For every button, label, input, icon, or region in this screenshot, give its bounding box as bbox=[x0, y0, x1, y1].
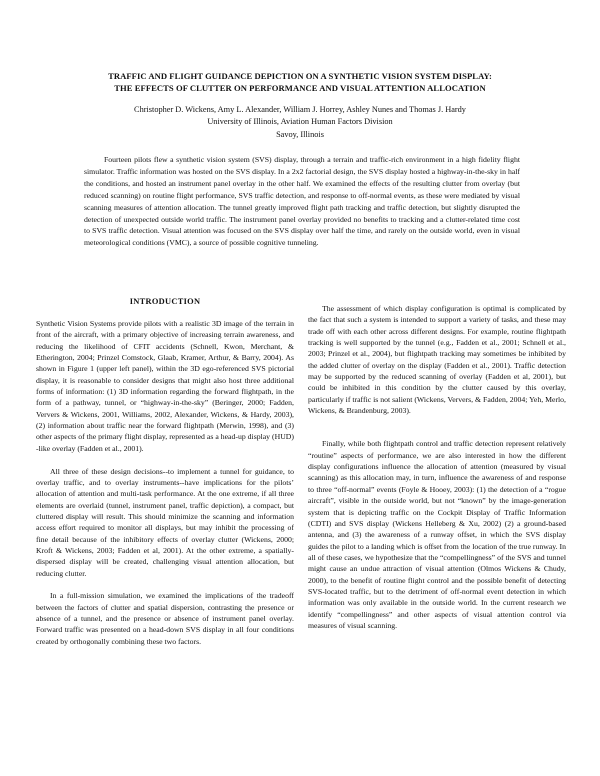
author-location: Savoy, Illinois bbox=[276, 129, 324, 139]
paragraph: Finally, while both flightpath control and traffic detection represent relatively “routine” aspects of performance, we are also interested in how the different display configurations influence the allocation of attention (measured by visual scanning) as this allocation may, in turn, influence the awareness of and response to three “off-normal” events (Foyle & Hooey, 2003): (1) the detection of a “rogue aircraft”, visible in the outside world, but not “known” by the image-generation system that is depicting traffic on the Cockpit Display of Traffic Information (CDTI) and SVS display (Wickens Helleberg & Xu, 2002) (2) a ground-based antenna, and (3) the awareness of a runway offset, in which the SVS display guides the pilot to a landing which is offset from the location of the true runway. In all of these cases, we hypothesize that the “compellingness” of the SVS and tunnel might cause an undue attraction of visual attention (Olmos Wickens & Chudy, 2000), to the benefit of routine flight control and the possible benefit of detecting SVS-located traffic, but to the detriment of off-normal event detection in which information was only available in the outside world. In the current research we identify “compellingness” and other aspects of visual attention control via measures of visual scanning. bbox=[308, 439, 566, 630]
author-affiliation: University of Illinois, Aviation Human Factors Division bbox=[207, 117, 393, 127]
author-block bbox=[60, 104, 540, 141]
paragraph: Synthetic Vision Systems provide pilots with a realistic 3D image of the terrain in front of the aircraft, with a primary objective of increasing terrain awareness, and reducing the likelihood of CFIT accidents (Schnell, Kwon, Merchant, & Etherington, 2004; Prinzel Comstock, Glaab, Kramer, Arthur, & Barry, 2004). As shown in Figure 1 (upper left panel), within the 3D ego-referenced SVS pictorial display, it is reasonable to consider designs that might also host three additional forms of information: (1) 3D information regarding the forward flightpath, in the form of a pathway, tunnel, or “highway-in-the-sky” (Beringer, 2000; Fadden, Ververs & Wickens, 2001, Williams, 2002, Alexander, Wickens, & Hardy, 2003), (2) information about traffic near the forward flightpath (Merwin, 1998), and (3) other aspects of the primary flight display, represented as a head-up display (HUD) -like overlay (Fadden et al., 2001). bbox=[36, 319, 294, 453]
abstract: Fourteen pilots flew a synthetic vision system (SVS) display, through a terrain and traffic-rich environment in a high fidelity flight simulator. Traffic information was hosted on the SVS display. In a 2x2 factorial design, the SVS display hosted a highway-in-the-sky in half the conditions, and hosted an instrument panel overlay in the other half. We examined the effects of the resulting clutter from overlay (but reduced scanning) on routine flight performance, SVS traffic detection, and response to off-normal events, as these were mediated by visual scanning measures of attention allocation. The tunnel greatly improved flight path tracking and traffic detection, but slightly disrupted the detection of unexpected outside world traffic. The instrument panel overlay provided no benefits to tracking and a clutter-related time cost to SVS traffic detection. Visual attention was focused on the SVS display over half the time, and rarely on the outside world, even in visual meteorological conditions (VMC), a source of possible cognitive tunneling. bbox=[84, 155, 520, 248]
author-names: Christopher D. Wickens, Amy L. Alexander, William J. Horrey, Ashley Nunes and Thomas J. Hardy bbox=[134, 105, 466, 114]
paper-title bbox=[60, 70, 540, 94]
section-heading-introduction: INTRODUCTION bbox=[129, 297, 201, 306]
title-line-1: TRAFFIC AND FLIGHT GUIDANCE DEPICTION ON A SYNTHETIC VISION SYSTEM DISPLAY: bbox=[108, 71, 492, 81]
right-column bbox=[308, 303, 566, 643]
title-line-2: THE EFFECTS OF CLUTTER ON PERFORMANCE AND VISUAL ATTENTION ALLOCATION bbox=[114, 83, 486, 93]
paragraph: All three of these design decisions--to implement a tunnel for guidance, to overlay traffic, and to overlay instruments--have implications for the pilots’ allocation of attention and multi-task performance. At the one extreme, if all three elements are overlaid (tunnel, instrument panel, traffic depiction), a compact, but cluttered display will result. This should minimize the scanning and information access effort required to monitor all displays, but may inhibit the processing of fine detail because of the inhibitory effects of overlay clutter (Wickens, 2000; Kroft & Wickens, 2003; Fadden et al, 2001). At the other extreme, a spatially-dispersed display will be created, challenging visual attention allocation, but reducing clutter. bbox=[36, 466, 294, 578]
paragraph: In a full-mission simulation, we examined the implications of the tradeoff between the factors of clutter and spatial dispersion, contrasting the presence or absence of a tunnel, and the presence or absence of instrument panel overlay. Forward traffic was presented on a head-down SVS display in all four conditions created by orthogonally combining these two factors. bbox=[36, 591, 294, 646]
paragraph: The assessment of which display configuration is optimal is complicated by the fact that such a system is intended to support a variety of tasks, and these may trade off with each other across different designs. For example, routine flightpath tracking is well supported by the tunnel (e.g., Fadden et al., 2001; Schnell et al., 2003; Prinzel et al., 2004), but flightpath tracking may sometimes be inhibited by the added clutter of overlay on the display (Fadden et al., 2001). Traffic detection may be supported by the reduced scanning of overlay (Fadden et al, 2001), but could be inhibited in this condition by the clutter caused by this overlay, particularly if traffic is not salient (Wickens, Ververs, & Fadden, 2004; Yeh, Merlo, Wickens, & Brandenburg, 2003). bbox=[308, 304, 566, 416]
left-column bbox=[36, 296, 294, 658]
